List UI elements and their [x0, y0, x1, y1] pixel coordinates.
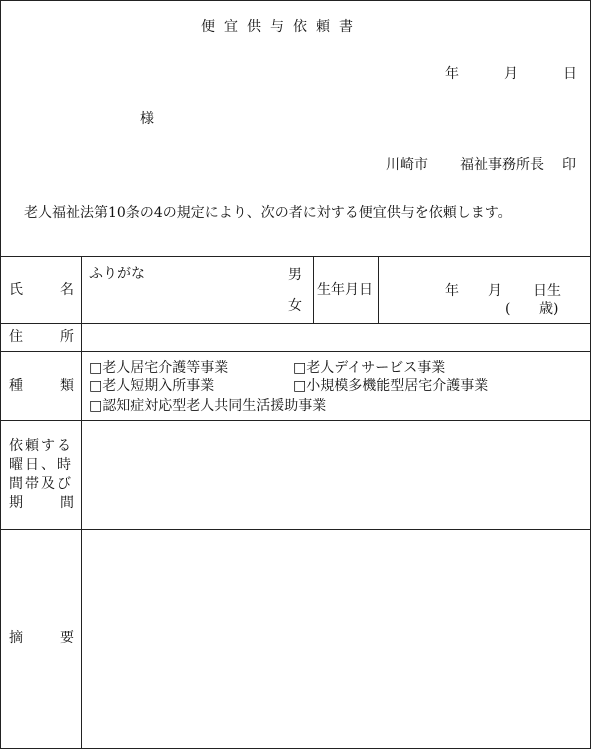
summary-field[interactable] [82, 530, 589, 747]
issuer-office: 福祉事務所長 [460, 157, 544, 173]
date-year-label: 年 [445, 66, 459, 82]
type-label-second: 類 [60, 378, 74, 394]
address-label-second: 所 [60, 329, 74, 345]
date-month-label: 月 [504, 66, 518, 82]
gender-female[interactable]: 女 [288, 298, 302, 314]
name-birth-rule [313, 256, 314, 323]
birth-day-label: 日生 [533, 283, 561, 299]
table-top-rule [0, 256, 590, 257]
address-field[interactable] [82, 324, 589, 350]
name-label-second: 名 [60, 282, 74, 298]
summary-label-second: 要 [60, 630, 74, 646]
addressee-suffix: 様 [140, 111, 154, 127]
issuer-city: 川崎市 [386, 157, 428, 173]
request-label-line-2: 曜日、時 [9, 457, 73, 473]
date-day-label: 日 [563, 66, 577, 82]
type-option-short-stay[interactable]: □老人短期入所事業 [89, 378, 215, 394]
gender-male[interactable]: 男 [288, 267, 302, 283]
birth-date-label: 生年月日 [317, 282, 373, 298]
seal-mark: 印 [562, 157, 576, 173]
type-label-first: 種 [9, 378, 23, 394]
type-option-dementia-group-home[interactable]: □認知症対応型老人共同生活援助事業 [89, 398, 327, 414]
request-label-line-1: 依頼する [9, 438, 73, 454]
type-option-home-care[interactable]: □老人居宅介護等事業 [89, 360, 229, 376]
row-rule-address-type [0, 351, 590, 352]
name-label-first: 氏 [9, 282, 23, 298]
summary-label-first: 摘 [9, 630, 23, 646]
request-label-line-4b: 間 [60, 495, 74, 511]
request-label-line-3: 間帯及び [9, 476, 73, 492]
type-option-day-service[interactable]: □老人デイサービス事業 [293, 360, 446, 376]
birth-year-label: 年 [445, 283, 459, 299]
request-statement: 老人福祉法第10条の4の規定により、次の者に対する便宜供与を依頼します。 [24, 205, 512, 221]
birth-value-rule [378, 256, 379, 323]
form-title: 便宜供与依頼書 [201, 19, 362, 35]
birth-month-label: 月 [488, 283, 502, 299]
age-open-paren: ( [505, 301, 511, 317]
request-field[interactable] [82, 421, 589, 528]
type-option-small-multifunction[interactable]: □小規模多機能型居宅介護事業 [293, 378, 489, 394]
request-label-line-4a: 期 [9, 495, 23, 511]
address-label-first: 住 [9, 329, 23, 345]
age-label: 歳) [539, 301, 559, 317]
furigana-label: ふりがな [89, 266, 145, 282]
